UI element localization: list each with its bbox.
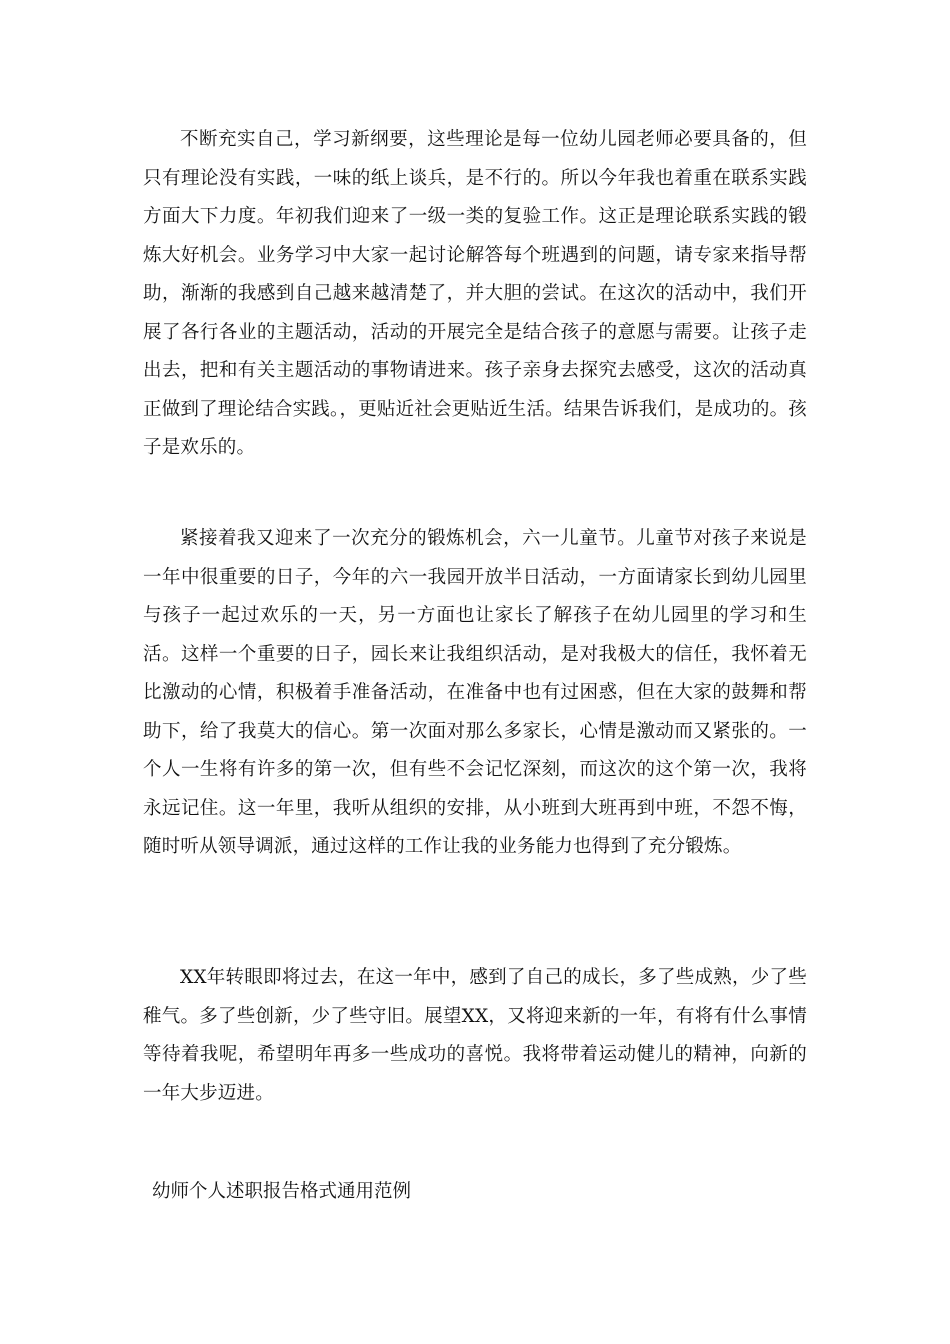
- section-heading: 幼师个人述职报告格式通用范例: [152, 1181, 412, 1202]
- paragraph-childrens-day: 紧接着我又迎来了一次充分的锻炼机会，六一儿童节。儿童节对孩子来说是一年中很重要的日子，今年的六一我园开放半日活动，一方面请家长到幼儿园里与孩子一起过欢乐的一天，另一方面也让家长了解孩子在幼儿园里的学习和生活。这样一个重要的日子，园长来让我组织活动，是对我极大的信任，我怀着无比激动的心情，积极着手准备活动，在准备中也有过困惑，但在大家的鼓舞和帮助下，给了我莫大的信心。第一次面对那么多家长，心情是激动而又紧张的。一个人一生将有许多的第一次，但有些不会记忆深刻，而这次的这个第一次，我将永远记住。这一年里，我听从组织的安排，从小班到大班再到中班，不怨不悔，随时听从领导调派，通过这样的工作让我的业务能力也得到了充分锻炼。: [143, 528, 807, 857]
- paragraph-theory-practice: 不断充实自己，学习新纲要，这些理论是每一位幼儿园老师必要具备的，但只有理论没有实践，一味的纸上谈兵，是不行的。所以今年我也着重在联系实践方面大下力度。年初我们迎来了一级一类的复验工作。这正是理论联系实践的锻炼大好机会。业务学习中大家一起讨论解答每个班遇到的问题，请专家来指导帮助，渐渐的我感到自己越来越清楚了，并大胆的尝试。在这次的活动中，我们开展了各行各业的主题活动，活动的开展完全是结合孩子的意愿与需要。让孩子走出去，把和有关主题活动的事物请进来。孩子亲身去探究去感受，这次的活动真正做到了理论结合实践。，更贴近社会更贴近生活。结果告诉我们，是成功的。孩子是欢乐的。: [143, 129, 807, 458]
- paragraph-year-summary: XX年转眼即将过去，在这一年中，感到了自己的成长，多了些成熟，少了些稚气。多了些创新，少了些守旧。展望XX，又将迎来新的一年，有将有什么事情等待着我呢，希望明年再多一些成功的喜悦。我将带着运动健儿的精神，向新的一年大步迈进。: [143, 967, 807, 1104]
